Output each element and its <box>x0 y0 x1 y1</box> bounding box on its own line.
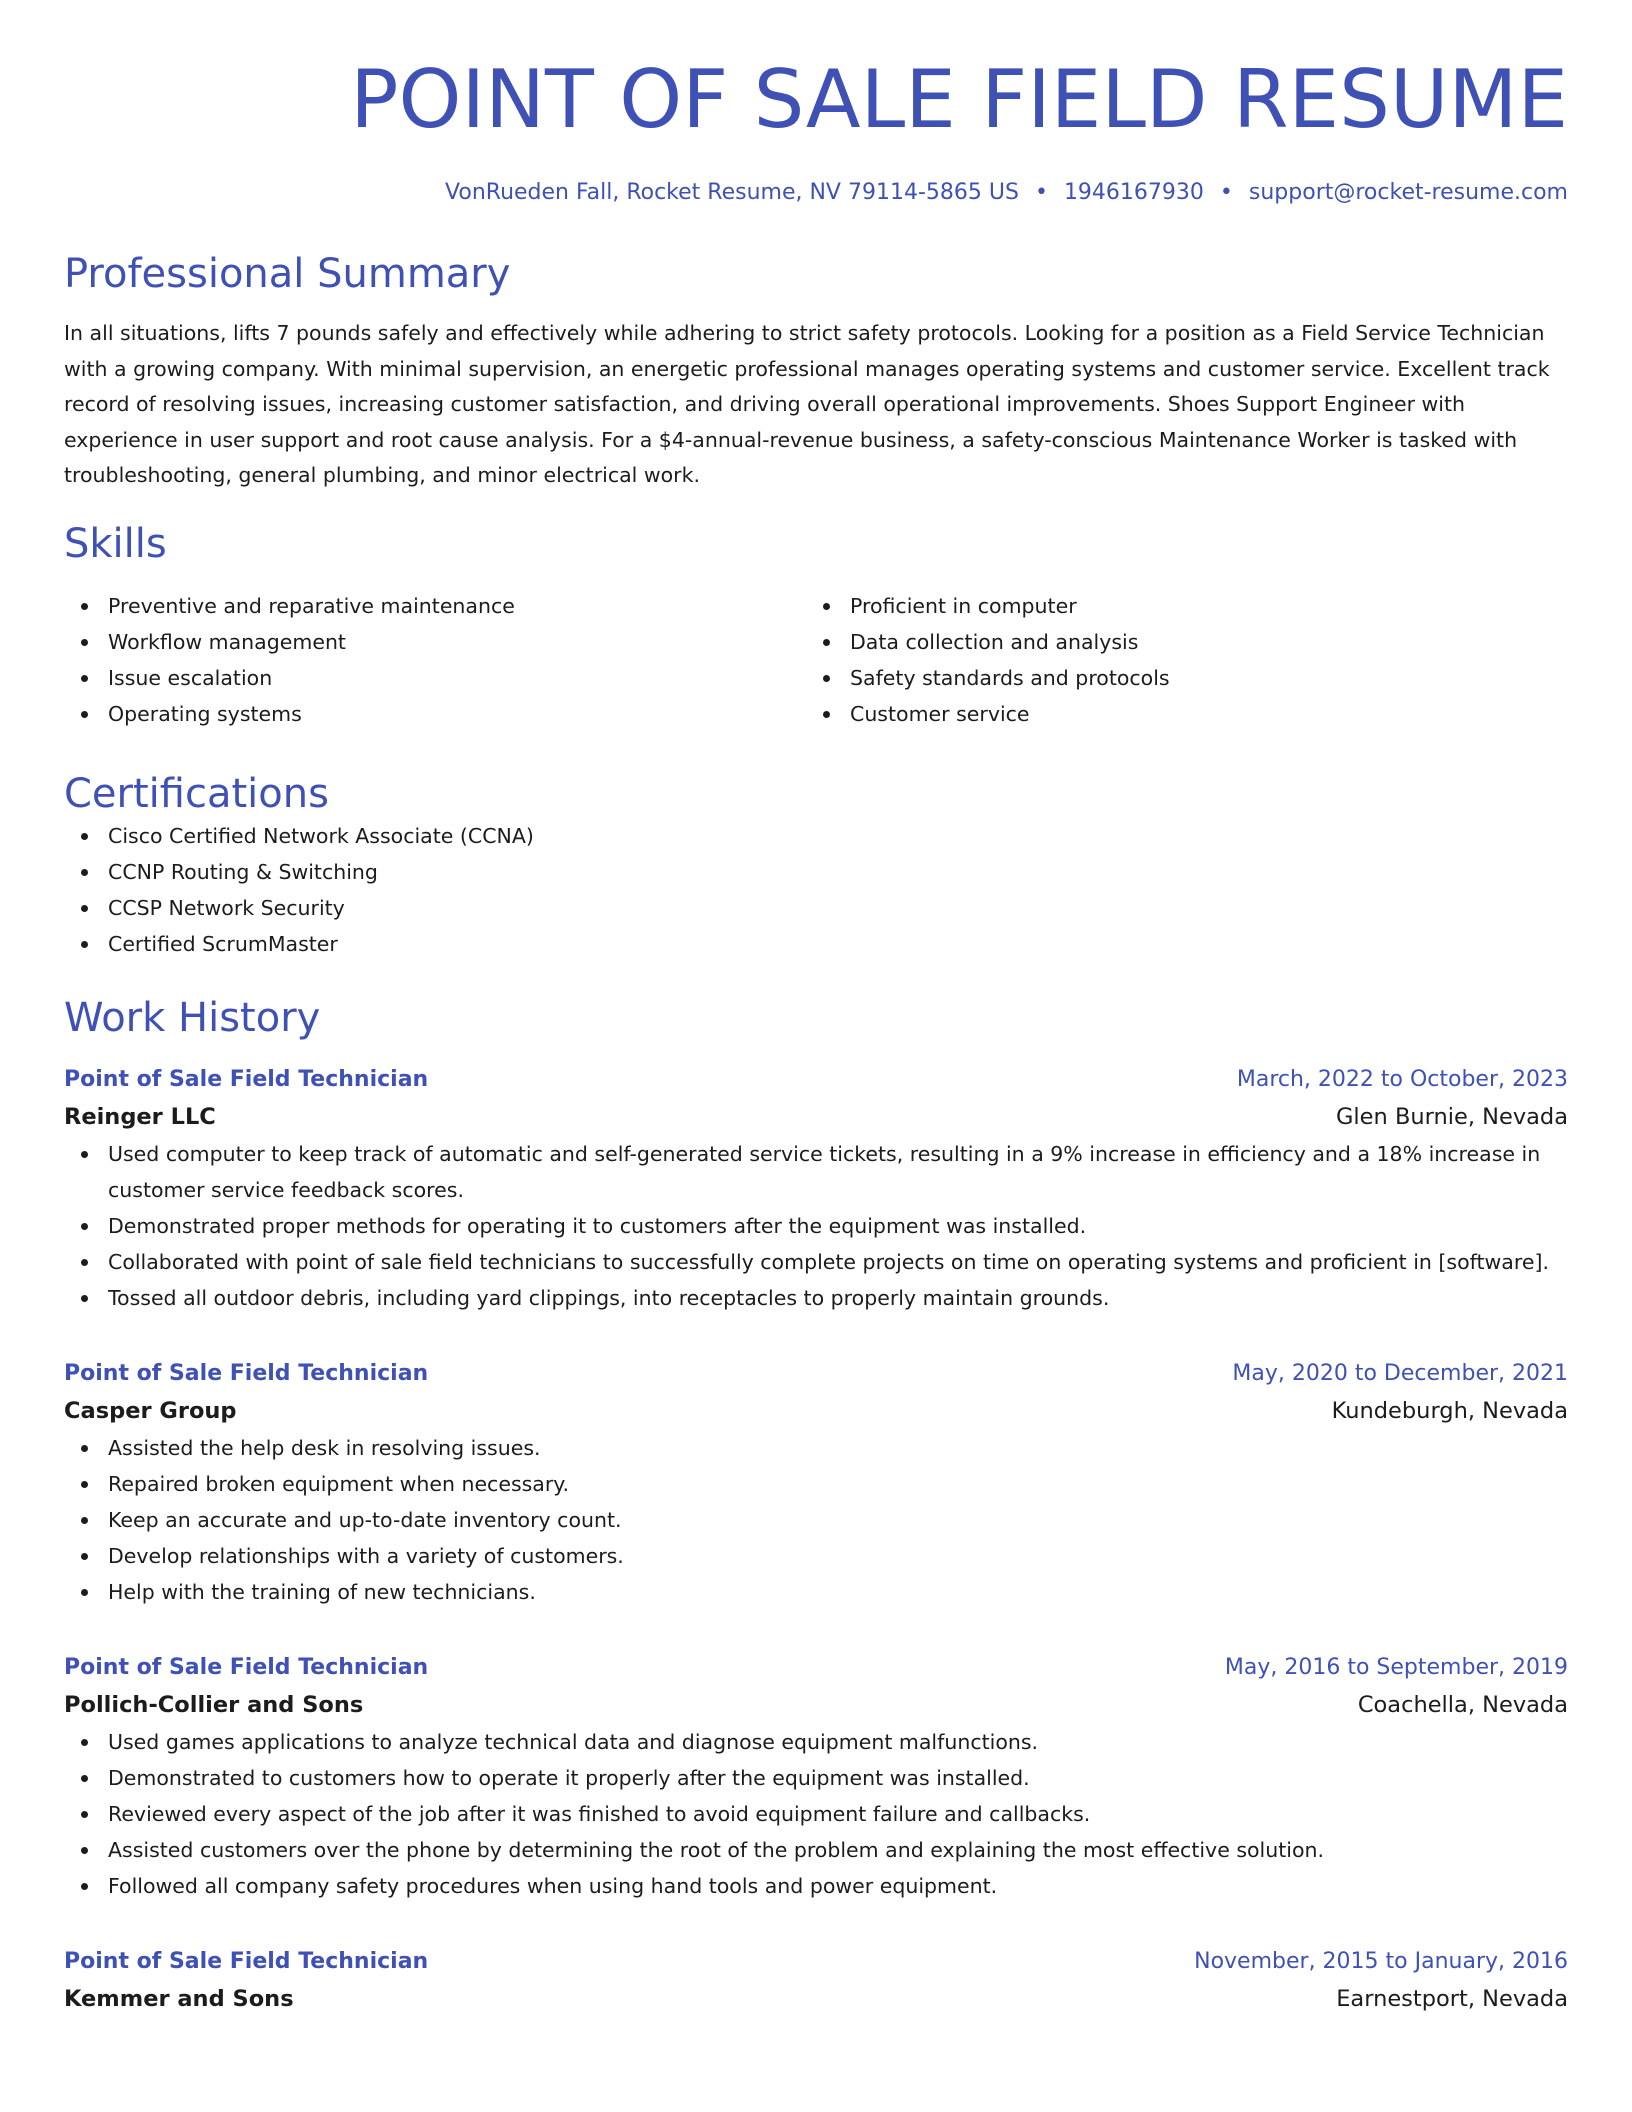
contact-email: support@rocket-resume.com <box>1248 180 1568 205</box>
job-bullet-list <box>64 1136 1568 1316</box>
job-dates: May, 2020 to December, 2021 <box>1232 1360 1568 1386</box>
job-entry <box>64 1944 1568 2018</box>
certification-item: Cisco Certified Network Associate (CCNA) <box>64 818 1568 854</box>
skill-item: Data collection and analysis <box>806 624 1568 660</box>
job-bullet: Demonstrated to customers how to operate it properly after the equipment was installed. <box>64 1760 1568 1796</box>
job-bullet: Repaired broken equipment when necessary. <box>64 1466 1568 1502</box>
skills-list-left <box>64 588 806 732</box>
job-entry <box>64 1062 1568 1316</box>
section-title-work-history: Work History <box>64 994 321 1041</box>
job-bullet: Tossed all outdoor debris, including yard clippings, into receptacles to properly maintain grounds. <box>64 1280 1568 1316</box>
job-entry <box>64 1650 1568 1904</box>
certification-item: CCNP Routing & Switching <box>64 854 1568 890</box>
skill-item: Customer service <box>806 696 1568 732</box>
job-dates: November, 2015 to January, 2016 <box>1194 1948 1568 1974</box>
skill-item: Proficient in computer <box>806 588 1568 624</box>
job-bullet: Used computer to keep track of automatic and self-generated service tickets, resulting in a 9% increase in efficiency and a 18% increase in customer service feedback scores. <box>64 1136 1568 1208</box>
job-location: Earnestport, Nevada <box>1336 1985 1568 2012</box>
contact-address: VonRueden Fall, Rocket Resume, NV 79114-5865 US <box>445 180 1019 205</box>
job-title: Point of Sale Field Technician <box>64 1948 429 1974</box>
job-bullet: Collaborated with point of sale field technicians to successfully complete projects on time on operating systems and proficient in [software]. <box>64 1244 1568 1280</box>
job-dates: May, 2016 to September, 2019 <box>1224 1654 1568 1680</box>
job-location: Coachella, Nevada <box>1357 1691 1568 1718</box>
job-bullet: Reviewed every aspect of the job after it was finished to avoid equipment failure and callbacks. <box>64 1796 1568 1832</box>
section-title-summary: Professional Summary <box>64 251 511 297</box>
job-bullet: Used games applications to analyze technical data and diagnose equipment malfunctions. <box>64 1724 1568 1760</box>
job-company: Pollich-Collier and Sons <box>64 1691 364 1718</box>
skill-item: Safety standards and protocols <box>806 660 1568 696</box>
skill-item: Operating systems <box>64 696 806 732</box>
skills-section <box>64 520 1568 732</box>
skills-grid <box>64 588 1568 732</box>
job-bullet: Keep an accurate and up-to-date inventory count. <box>64 1502 1568 1538</box>
contact-line <box>64 178 1568 208</box>
resume-name: POINT OF SALE FIELD RESUME <box>350 53 1568 146</box>
certification-item: Certified ScrumMaster <box>64 926 1568 962</box>
job-company: Kemmer and Sons <box>64 1985 294 2012</box>
job-bullet-list <box>64 1430 1568 1610</box>
resume-header <box>64 0 1568 208</box>
section-title-certifications: Certifications <box>64 770 329 817</box>
job-entry <box>64 1356 1568 1610</box>
job-bullet: Develop relationships with a variety of customers. <box>64 1538 1568 1574</box>
skill-item: Issue escalation <box>64 660 806 696</box>
job-location: Kundeburgh, Nevada <box>1331 1397 1568 1424</box>
job-title: Point of Sale Field Technician <box>64 1066 429 1092</box>
contact-phone: 1946167930 <box>1063 180 1204 205</box>
job-title: Point of Sale Field Technician <box>64 1654 429 1680</box>
job-dates: March, 2022 to October, 2023 <box>1236 1066 1568 1092</box>
section-title-skills: Skills <box>64 520 167 567</box>
skill-item: Preventive and reparative maintenance <box>64 588 806 624</box>
contact-separator: • <box>1219 180 1233 205</box>
summary-text: In all situations, lifts 7 pounds safely and effectively while adhering to strict safety protocols. Looking for a position as a Field Service Technician with a growing company. With minimal supervision, an energetic professional manages operating systems and customer service. Excellent track record of resolving issues, increasing customer satisfaction, and driving overall operational improvements. Shoes Support Engineer with experience in user support and root cause analysis. For a $4-annual-revenue business, a safety-conscious Maintenance Worker is tasked with troubleshooting, general plumbing, and minor electrical work. <box>64 321 1550 488</box>
job-company: Casper Group <box>64 1397 237 1424</box>
job-bullet-list <box>64 1724 1568 1904</box>
job-bullet: Assisted the help desk in resolving issues. <box>64 1430 1568 1466</box>
job-location: Glen Burnie, Nevada <box>1336 1103 1568 1130</box>
work-history-section <box>64 994 1568 2018</box>
skill-item: Workflow management <box>64 624 806 660</box>
job-title: Point of Sale Field Technician <box>64 1360 429 1386</box>
job-bullet: Help with the training of new technicians. <box>64 1574 1568 1610</box>
certifications-list <box>64 818 1568 962</box>
job-company: Reinger LLC <box>64 1103 216 1130</box>
certifications-section <box>64 770 1568 962</box>
skills-list-right <box>806 588 1568 732</box>
professional-summary-section <box>64 250 1568 494</box>
job-bullet: Demonstrated proper methods for operating it to customers after the equipment was installed. <box>64 1208 1568 1244</box>
job-bullet: Followed all company safety procedures when using hand tools and power equipment. <box>64 1868 1568 1904</box>
contact-separator: • <box>1034 180 1048 205</box>
certification-item: CCSP Network Security <box>64 890 1568 926</box>
job-bullet: Assisted customers over the phone by determining the root of the problem and explaining the most effective solution. <box>64 1832 1568 1868</box>
